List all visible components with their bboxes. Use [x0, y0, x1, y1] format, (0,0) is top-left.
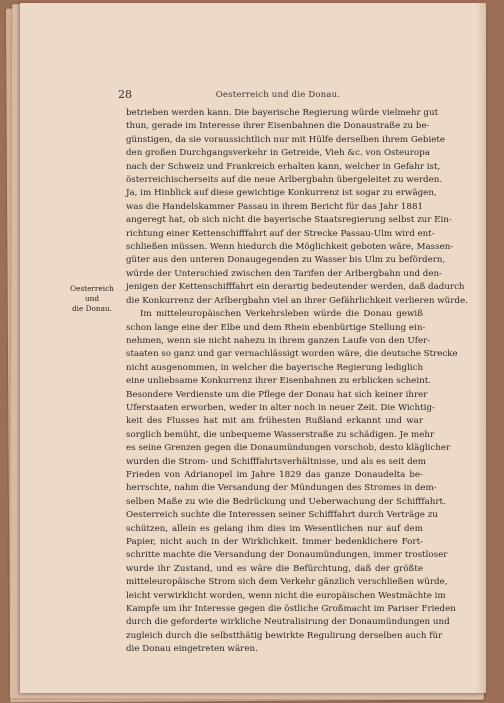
text-line: staaten so ganz und gar vernachlässigt worden wäre, die deutsche Strecke	[126, 349, 458, 360]
body-text	[126, 107, 468, 657]
page-number: 28	[118, 88, 132, 101]
text-line: nicht ausgenommen, in welcher die bayerische Regierung lediglich	[126, 362, 424, 373]
text-line: schützen, allein es gelang ihm dies im Wesentlichen nur auf dem	[126, 523, 423, 534]
text-line: mitteleuropäische Strom sich dem Verkehr gänzlich verschließen würde,	[126, 577, 448, 588]
text-line: thun, gerade im Interesse ihrer Eisenbahnen die Donaustraße zu be-	[126, 121, 430, 132]
text-line: schon lange eine der Elbe und dem Rhein ebenbürtige Stellung ein-	[126, 322, 426, 333]
text-line: keit des Flusses hat mit am frühesten Rußland erkannt und war	[126, 416, 423, 427]
text-line: den großen Durchgangsverkehr in Getreide, Vieh &c. von Osteuropa	[126, 148, 430, 159]
page-edge-shadow	[476, 3, 486, 693]
text-line: Kampfe um ihr Interesse gegen die östliche Großmacht im Pariser Frieden	[126, 604, 456, 615]
text-line: was die Handelskammer Passau in ihrem Bericht für das Jahr 1881	[126, 201, 423, 212]
text-line: leicht verwirklicht worden, wenn nicht die europäischen Westmächte im	[126, 590, 446, 601]
text-line: schritte machte die Versandung der Donaumündungen, immer trostloser	[126, 550, 448, 561]
margin-note-line: Oesterreich	[70, 284, 114, 293]
text-line: die Donau eingetreten wären.	[126, 644, 258, 655]
text-line: selben Maße zu wie die Bedrückung und Ueberwachung der Schifffahrt.	[126, 496, 446, 507]
margin-note	[67, 284, 117, 314]
margin-note-line: die Donau.	[72, 304, 112, 313]
text-line: zugleich durch die selbstthätig bewirkte Regulirung derselben auch für	[126, 630, 443, 641]
text-line: durch die geforderte wirkliche Neutralisirung der Donaumündungen und	[126, 617, 450, 628]
text-line: angeregt hat, ob sich nicht die bayerische Staatsregierung selbst zur Ein-	[126, 215, 452, 226]
text-line: österreichischerseits auf die neue Arlbergbahn übergeleitet zu werden.	[126, 175, 443, 186]
text-line: Uferstaaten erworben, weder in alter noch in neuer Zeit. Die Wichtig-	[126, 402, 435, 413]
text-line: Frieden von Adrianopel im Jahre 1829 das ganze Donaudelta be-	[126, 469, 423, 480]
text-line: sorglich bemüht, die unbequeme Wasserstraße zu schädigen. Je mehr	[126, 429, 435, 440]
text-line: Oesterreich suchte die Interessen seiner Schifffahrt durch Verträge zu	[126, 510, 438, 521]
text-line: Besondere Verdienste um die Pflege der Donau hat sich keiner ihrer	[126, 389, 428, 400]
margin-note-line: und	[84, 294, 100, 303]
text-line: eine unliebsame Konkurrenz ihrer Eisenbahnen zu erblicken scheint.	[126, 376, 431, 387]
text-line: richtung einer Kettenschifffahrt auf der Strecke Passau-Ulm wird ent-	[126, 228, 435, 239]
text-line: Im mitteleuropäischen Verkehrsleben würde die Donau gewiß	[140, 309, 423, 320]
text-line: jenigen der Kettenschifffahrt ein derartig bedeutender werden, daß dadurch	[126, 282, 465, 293]
text-line: güter aus den unteren Donaugegenden zu Wasser bis Ulm zu befördern,	[126, 255, 446, 266]
page-header	[118, 88, 438, 104]
text-line: nach der Schweiz und Frankreich erhalten kann, welcher in Gefahr ist,	[126, 161, 441, 172]
text-line: es seine Grenzen gegen die Donaumündungen vorschob, desto kläglicher	[126, 443, 451, 454]
text-line: günstigen, da sie voraussichtlich nur mit Hülfe derselben ihrem Gebiete	[126, 134, 446, 145]
text-line: Papier, nicht auch in der Wirklichkeit. Immer bedenklichere Fort-	[126, 537, 423, 547]
text-line: schließen müssen. Wenn hiedurch die Möglichkeit geboten wäre, Massen-	[126, 242, 454, 253]
text-line: nehmen, wenn sie nicht nahezu in ihrem ganzen Laufe von den Ufer-	[126, 335, 431, 346]
running-head: Oesterreich und die Donau.	[215, 90, 341, 100]
text-line: betrieben werden kann. Die bayerische Regierung würde vielmehr gut	[126, 108, 439, 118]
text-line: wurden die Strom- und Schifffahrtsverhältnisse, und als es seit dem	[126, 456, 427, 467]
text-line: würde der Unterschied zwischen den Tarifen der Arlbergbahn und den-	[126, 268, 443, 279]
text-line: herrschte, nahm die Versandung der Mündungen des Stromes in dem-	[126, 483, 437, 494]
text-line: Ja, im Hinblick auf diese gewichtige Konkurrenz ist sogar zu erwägen,	[126, 188, 437, 199]
text-line: wurde ihr Zustand, und es wäre die Befürchtung, daß der größte	[126, 563, 423, 574]
text-line: die Konkurrenz der Arlbergbahn viel an ihrer Gefährlichkeit verlieren würde.	[126, 295, 468, 306]
